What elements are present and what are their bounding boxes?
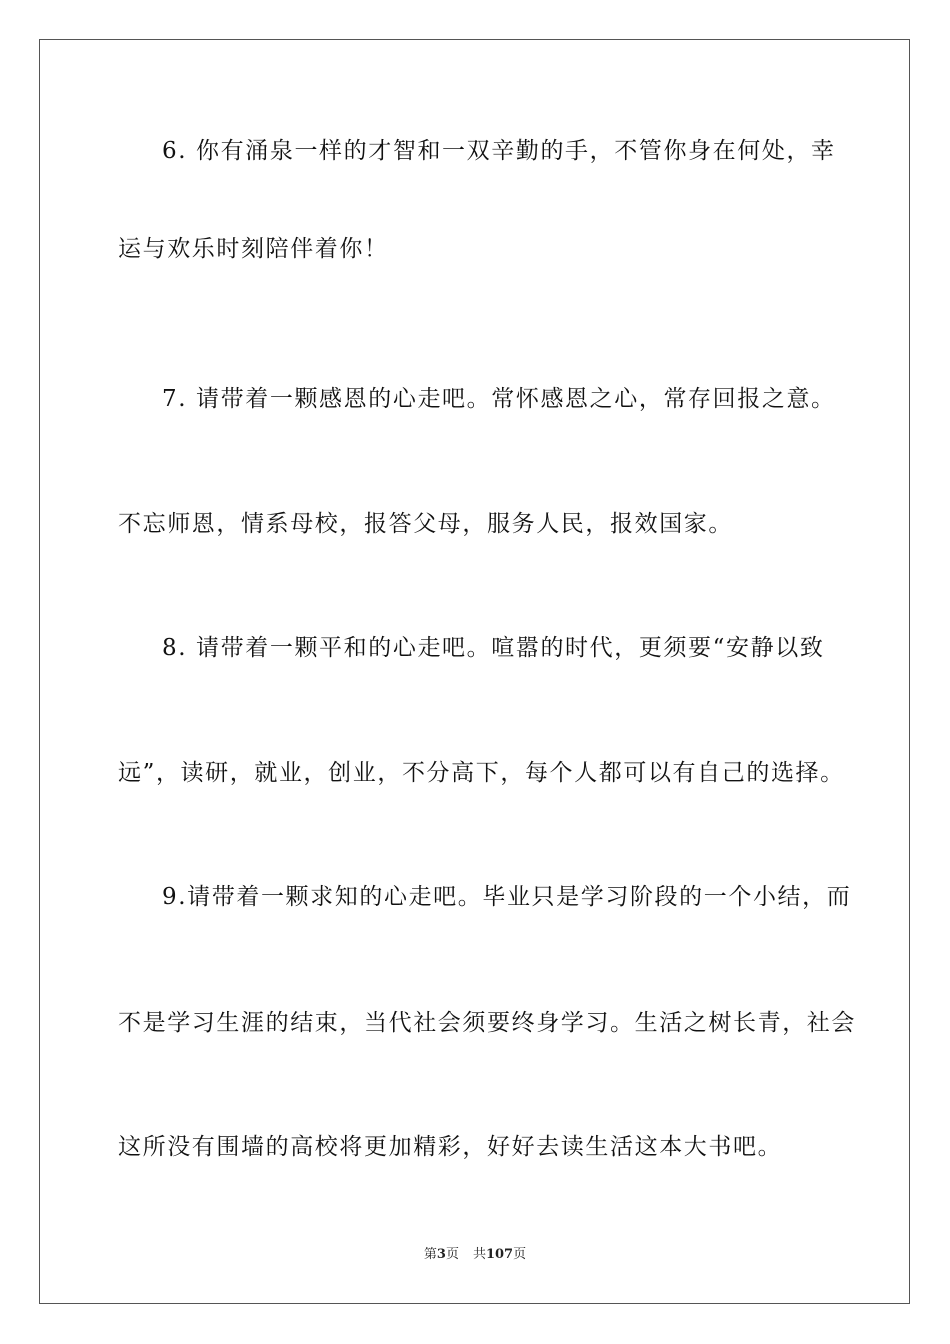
paragraph-9-line-2: 不是学习生涯的结束，当代社会须要终身学习。生活之树长青，社会 [118,1010,856,1036]
total-suffix: 页 [513,1247,527,1262]
page-border [39,39,910,1304]
paragraph-7-line-2: 不忘师恩，情系母校，报答父母，服务人民，报效国家。 [118,511,733,537]
total-prefix: 共 [472,1247,486,1262]
paragraph-9-line-3: 这所没有围墙的高校将更加精彩，好好去读生活这本大书吧。 [118,1134,783,1160]
paragraph-8-line-2: 远”，读研，就业，创业，不分高下，每个人都可以有自己的选择。 [118,760,845,786]
paragraph-7-line-1: 7. 请带着一颗感恩的心走吧。常怀感恩之心，常存回报之意。 [162,386,836,412]
paragraph-8-line-1: 8. 请带着一颗平和的心走吧。喧嚣的时代，更须要“安静以致 [162,635,825,661]
paragraph-9-line-1: 9.请带着一颗求知的心走吧。毕业只是学习阶段的一个小结，而 [162,884,852,910]
page-prefix: 第 [423,1247,437,1262]
page-suffix: 页 [445,1247,459,1262]
paragraph-6-line-2: 运与欢乐时刻陪伴着你！ [118,236,389,262]
page-footer [0,1246,950,1264]
paragraph-6-line-1: 6. 你有涌泉一样的才智和一双辛勤的手，不管你身在何处，幸 [162,138,836,164]
total-pages: 107 [485,1247,514,1262]
page-number: 3 [436,1247,446,1262]
